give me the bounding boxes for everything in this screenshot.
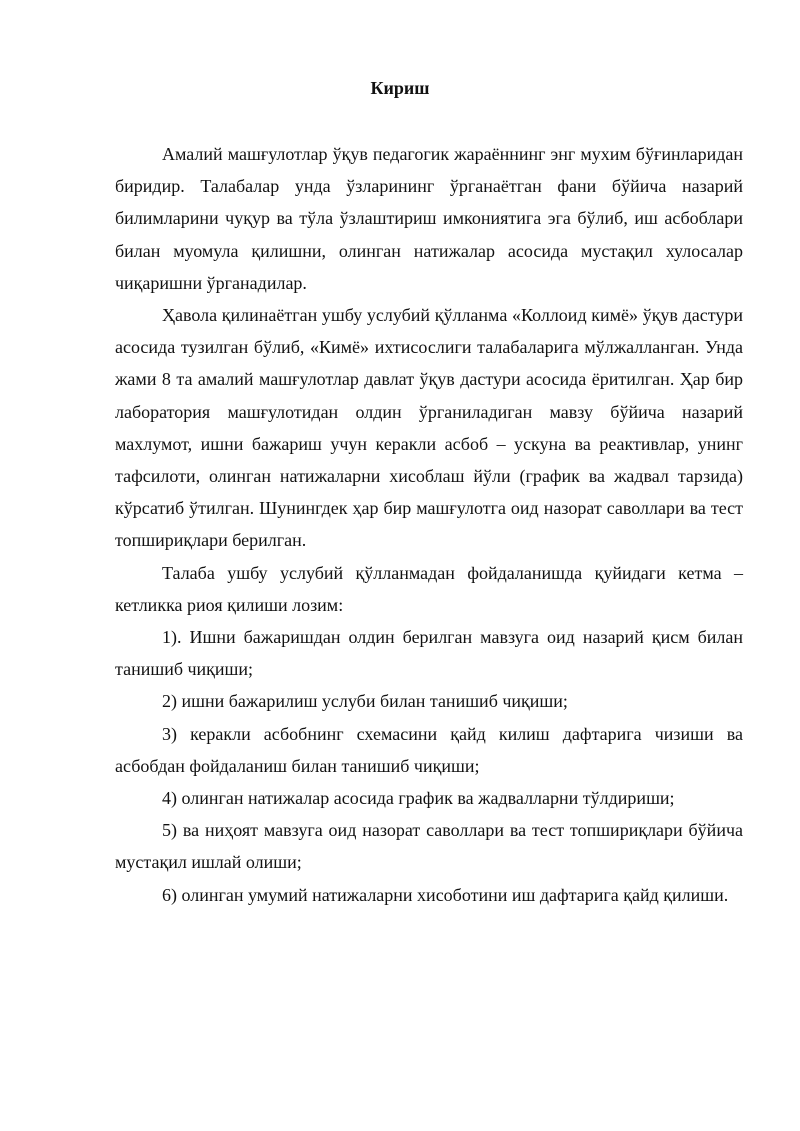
list-item-step-4: 4) олинган натижалар асосида график ва жадвалларни тўлдириши; xyxy=(162,788,675,809)
body-text xyxy=(115,138,743,911)
page-title: Кириш xyxy=(370,78,430,98)
paragraph-instructions-lead: Талаба ушбу услубий қўлланмадан фойдаланишда қуйидаги кетма – кетликка риоя қилиши лозим: xyxy=(115,562,743,615)
list-item-step-1: 1). Ишни бажаришдан олдин берилган мавзуга оид назарий қисм билан танишиб чиқиши; xyxy=(115,627,743,680)
paragraph-intro: Амалий машғулотлар ўқув педагогик жараённинг энг мухим бўғинларидан биридир. Талабалар унда ўзларининг ўрганаётган фани бўйича назарий билимларини чуқур ва тўла ўзлаштириш имкониятига эга бўлиб, иш асбоблари билан муомула қилишни, олинган натижалар асосида мустақил хулосалар чиқаришни ўрганадилар. xyxy=(115,144,743,293)
list-item-step-6: 6) олинган умумий натижаларни хисоботини иш дафтарига қайд қилиши. xyxy=(162,884,729,905)
list-item-step-3: 3) керакли асбобнинг схемасини қайд килиш дафтарига чизиши ва асбобдан фойдаланиш билан танишиб чиқиши; xyxy=(115,723,743,776)
list-item-step-5: 5) ва ниҳоят мавзуга оид назорат саволлари ва тест топшириқлари бўйича мустақил ишлай олиши; xyxy=(115,820,743,873)
paragraph-manual-description: Ҳавола қилинаётган ушбу услубий қўлланма «Коллоид кимё» ўқув дастури асосида тузилган бўлиб, «Кимё» ихтисослиги талабаларига мўлжалланган. Унда жами 8 та амалий машғулотлар давлат ўқув дастури асосида ёритилган. Ҳар бир лаборатория машғулотидан олдин ўрганиладиган мавзу бўйича назарий махлумот, ишни бажариш учун керакли асбоб – ускуна ва реактивлар, унинг тафсилоти, олинган натижаларни хисоблаш йўли (график ва жадвал тарзида) кўрсатиб ўтилган. Шунингдек ҳар бир машғулотга оид назорат саволлари ва тест топшириқлари берилган. xyxy=(115,305,743,551)
list-item-step-2: 2) ишни бажарилиш услуби билан танишиб чиқиши; xyxy=(162,691,568,712)
